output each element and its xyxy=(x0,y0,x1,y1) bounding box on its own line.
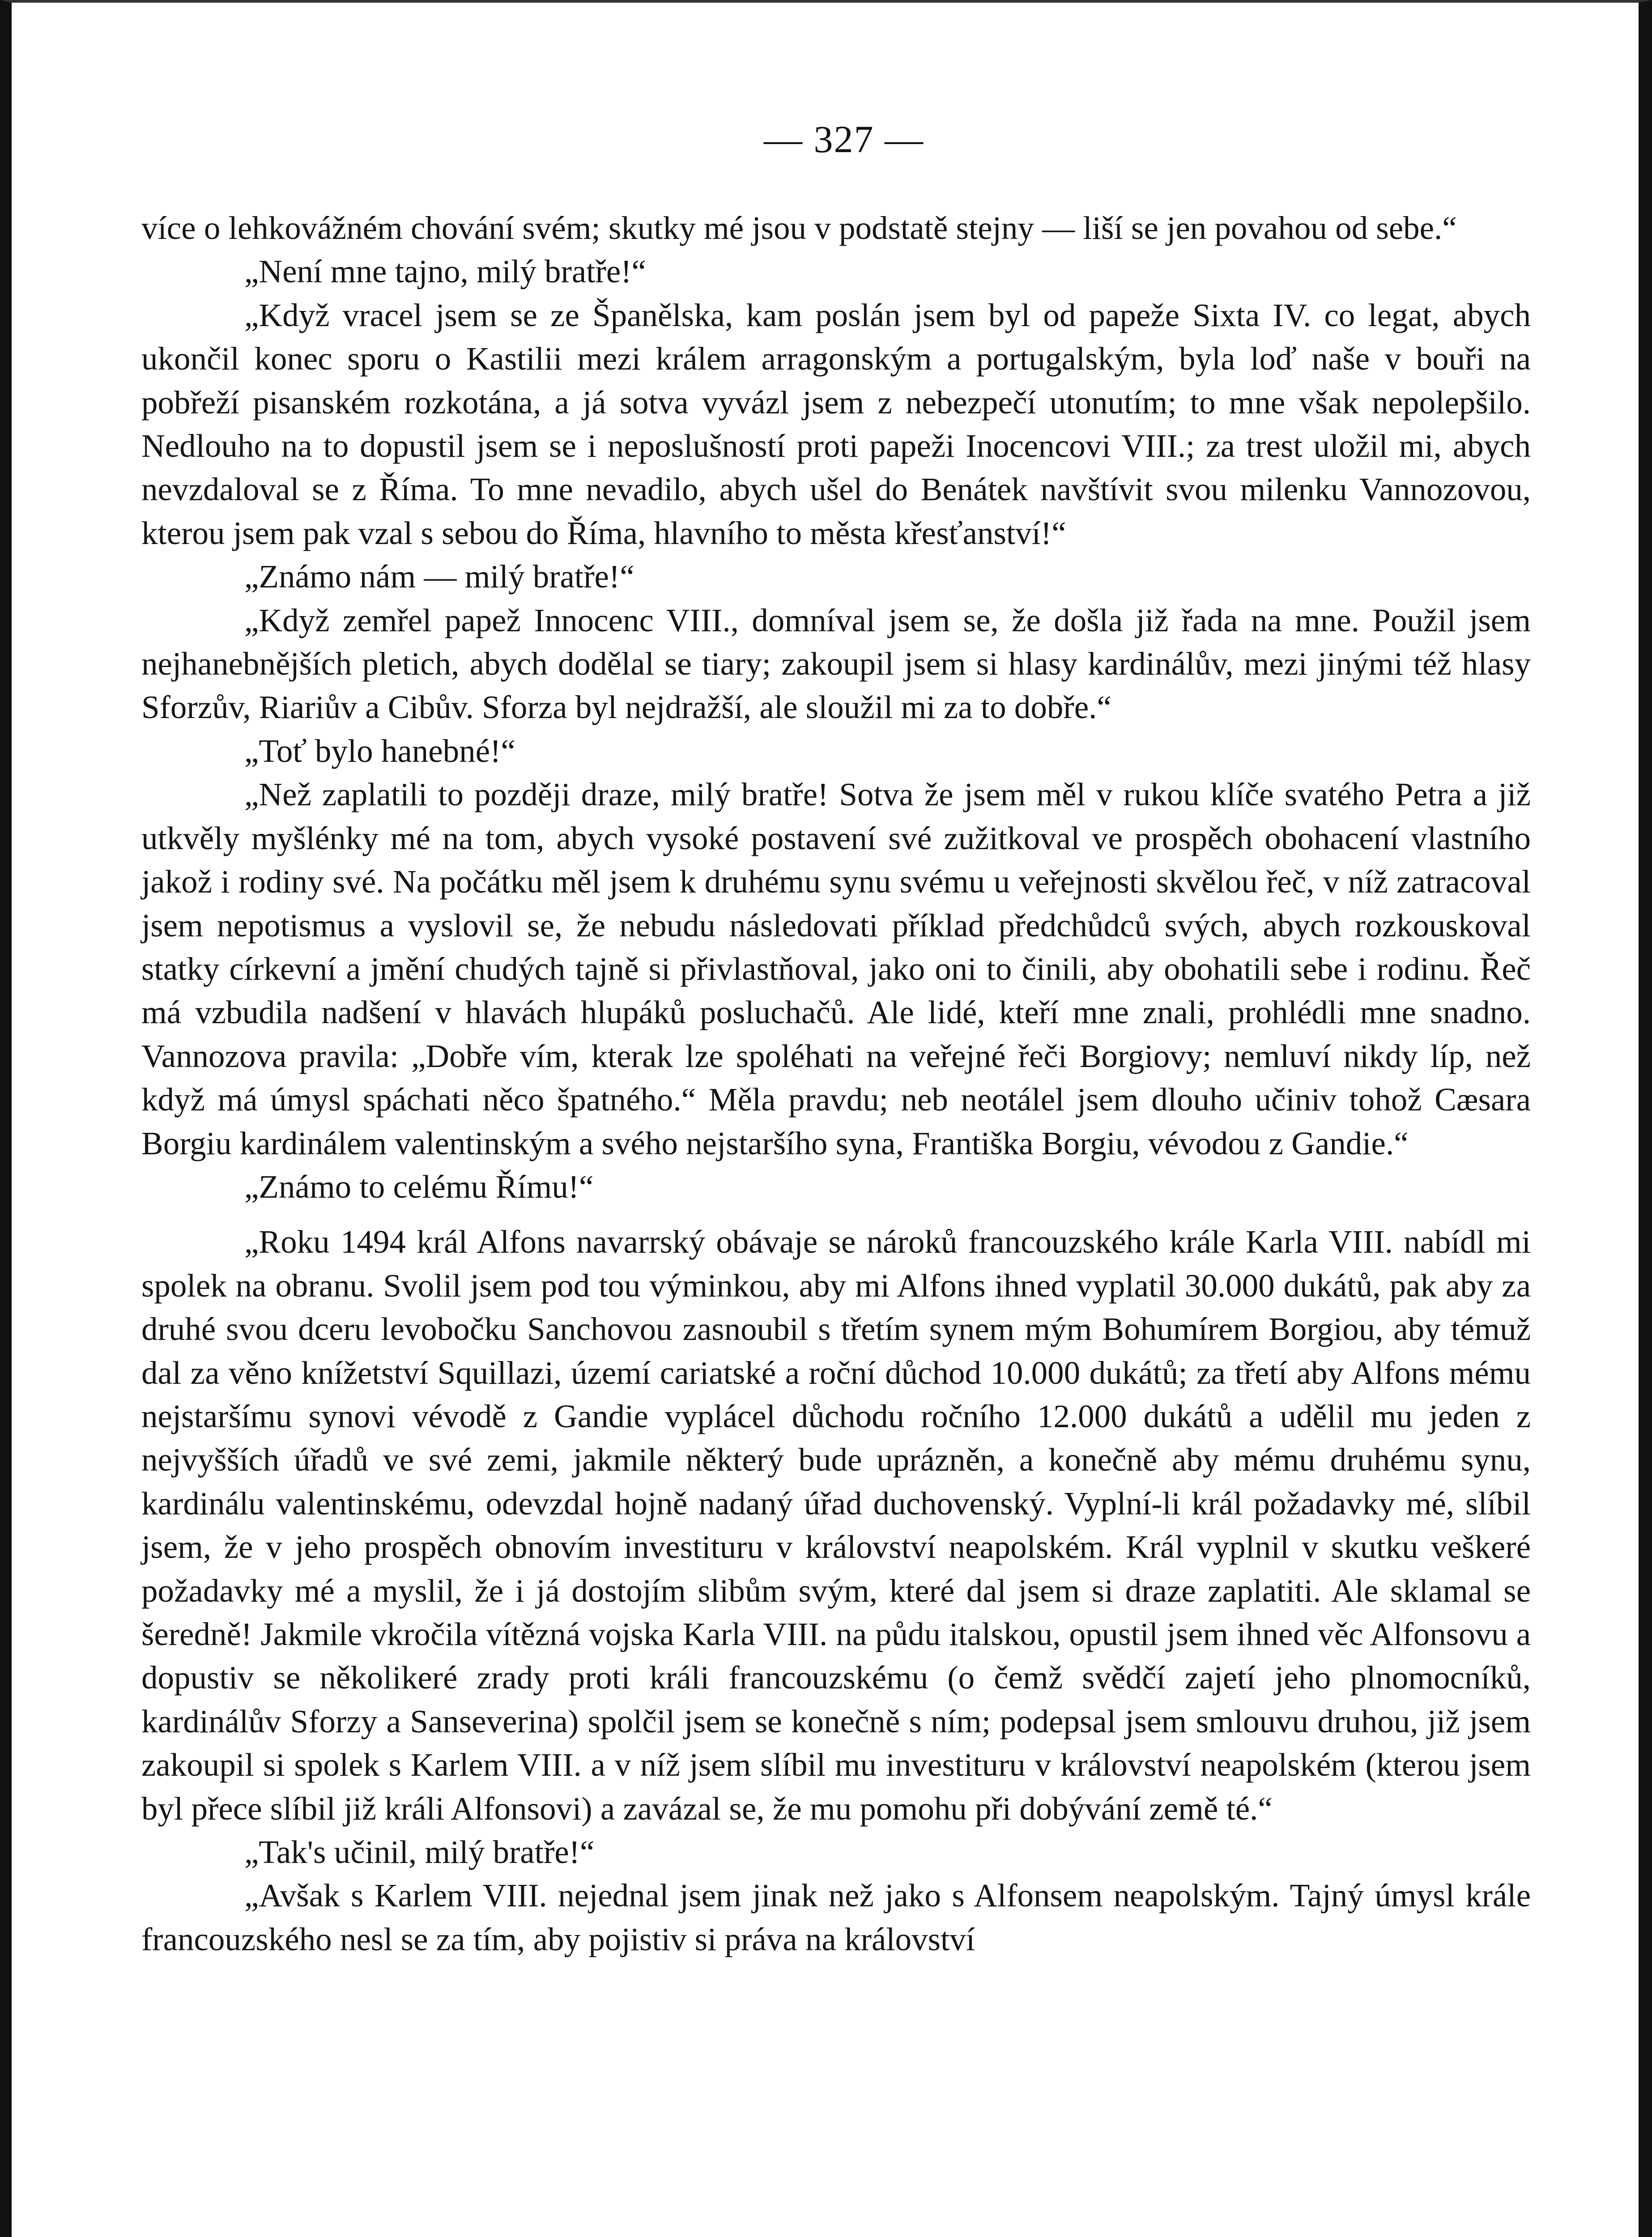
paragraph-8: „Známo to celému Římu!“ xyxy=(244,1168,594,1205)
paragraph-4: „Známo nám — milý bratře!“ xyxy=(244,558,634,595)
paragraph-10: „Tak's učinil, milý bratře!“ xyxy=(244,1834,595,1871)
body-text xyxy=(141,206,1531,1961)
paragraph-3: „Když vracel jsem se ze Španělska, kam poslán jsem byl od papeže Sixta IV. co legat, abych ukončil konec sporu o Kastilii mezi králem arragonským a portugalským, byla loď naše v bouři na pobřeží pisanském rozkotána, a já sotva vyvázl jsem z nebezpečí utonutím; to mne však nepolepšilo. Nedlouho na to dopustil jsem se i neposlušností proti papeži Inocencovi VIII.; za trest uložil mi, abych nevzdaloval se z Říma. To mne nevadilo, abych ušel do Benátek navštívit svou milenku Vannozovou, kterou jsem pak vzal s sebou do Říma, hlavního to města křesťanství!“ xyxy=(141,297,1531,551)
paragraph-5: „Když zemřel papež Innocenc VIII., domníval jsem se, že došla již řada na mne. Použil jsem nejhanebnějších pletich, abych dodělal se tiary; zakoupil jsem si hlasy kardinálův, mezi jinými též hlasy Sforzův, Riariův a Cibův. Sforza byl nejdražší, ale sloužil mi za to dobře.“ xyxy=(141,602,1531,726)
paragraph-7: „Než zaplatili to později draze, milý bratře! Sotva že jsem měl v rukou klíče svatého Petra a již utkvěly myšlénky mé na tom, abych vysoké postavení své zužitkoval ve prospěch obohacení vlastního jakož i rodiny své. Na počátku měl jsem k druhému synu svému u veřejnosti skvělou řeč, v níž zatracoval jsem nepotismus a vyslovil se, že nebudu následovati příklad předchůdců svých, abych rozkouskoval statky církevní a jmění chudých tajně si přivlastňoval, jako oni to činili, aby obohatili sebe i rodinu. Řeč má vzbudila nadšení v hlavách hlupáků posluchačů. Ale lidé, kteří mne znali, prohlédli mne snadno. Vannozova pravila: „Dobře vím, kterak lze spoléhati na veřejné řeči Borgiovy; nemluví nikdy líp, než když má úmysl spáchati něco špatného.“ Měla pravdu; neb neotálel jsem dlouho učiniv tohož Cæsara Borgiu kardinálem valentinským a svého nejstaršího syna, Františka Borgiu, vévodou z Gandie.“ xyxy=(141,776,1531,1161)
paragraph-6: „Toť bylo hanebné!“ xyxy=(244,732,515,769)
paragraph-2: „Není mne tajno, milý bratře!“ xyxy=(244,253,646,290)
paragraph-9: „Roku 1494 král Alfons navarrský obávaje se nároků francouzského krále Karla VIII. nabídl mi spolek na obranu. Svolil jsem pod tou výminkou, aby mi Alfons ihned vyplatil 30.000 dukátů, pak aby za druhé svou dceru levobočku Sanchovou zasnoubil s třetím synem mým Bohumírem Borgiou, aby témuž dal za věno knížetství Squillazi, území cariatské a roční důchod 10.000 dukátů; za třetí aby Alfons mému nejstaršímu synovi vévodě z Gandie vyplácel důchodu ročního 12.000 dukátů a udělil mu jeden z nejvyšších úřadů ve své zemi, jakmile některý bude uprázněn, a konečně aby mému druhému synu, kardinálu valentinskému, odevzdal hojně nadaný úřad duchovenský. Vyplní-li král požadavky mé, slíbil jsem, že v jeho prospěch obnovím investituru v království neapolském. Král vyplnil v skutku veškeré požadavky mé a myslil, že i já dostojím slibům svým, které dal jsem si draze zaplatiti. Ale sklamal se šeredně! Jakmile vkročila vítězná vojska Karla VIII. na půdu italskou, opustil jsem ihned věc Alfonsovu a dopustiv se několikeré zrady proti králi francouzskému (o čemž svědčí zajetí jeho plnomocníků, kardinálův Sforzy a Sanseverina) spolčil jsem se konečně s ním; podepsal jsem smlouvu druhou, již jsem zakoupil si spolek s Karlem VIII. a v níž jsem slíbil mu investituru v království neapolském (kterou jsem byl přece slíbil již králi Alfonsovi) a zavázal se, že mu pomohu při dobývání země té.“ xyxy=(141,1224,1531,1827)
paragraph-11: „Avšak s Karlem VIII. nejednal jsem jinak než jako s Alfonsem neapolským. Tajný úmysl krále francouzského nesl se za tím, aby pojistiv si práva na království xyxy=(141,1877,1531,1957)
page-number: — 327 — xyxy=(764,118,924,161)
paragraph-1: více o lehkovážném chování svém; skutky mé jsou v podstatě stejny — liší se jen povahou od sebe.“ xyxy=(141,210,1457,246)
